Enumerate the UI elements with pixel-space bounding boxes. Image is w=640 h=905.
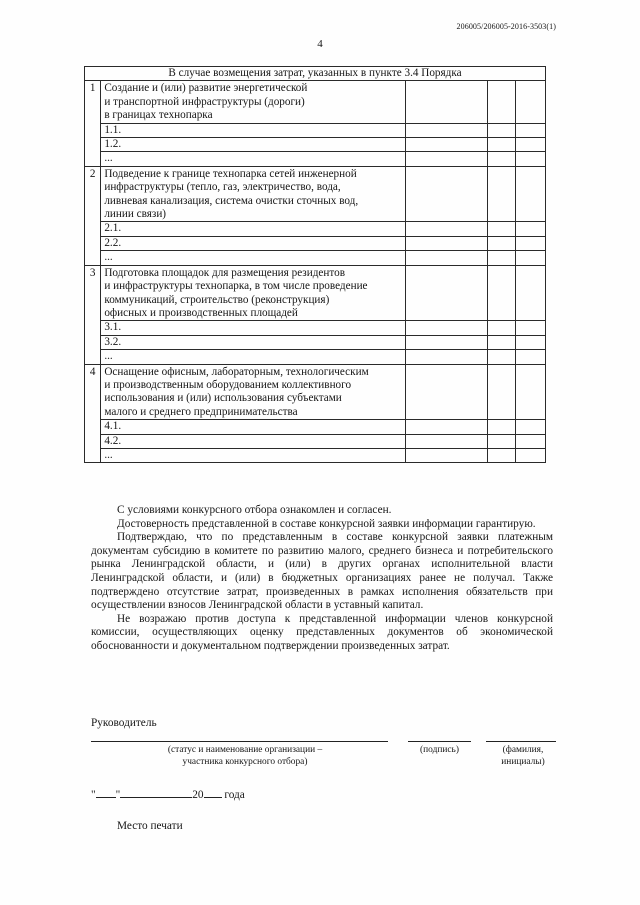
section-number: 3 [85, 265, 101, 364]
signature-caption: (подпись) [420, 745, 459, 755]
subitem-row: 4.2. [85, 434, 546, 448]
section-title: Подведение к границе технопарка сетей инженерной инфраструктуры (тепло, газ, электричество, вода, ливневая канализация, система очистки сточных вод, линии связи) [101, 166, 406, 222]
signature-line [408, 741, 471, 742]
stamp-place: Место печати [117, 820, 183, 832]
name-caption: (фамилия, инициалы) [501, 745, 545, 767]
subitem-row: ... [85, 251, 546, 265]
subitem-row: 2.1. [85, 222, 546, 236]
section-row [85, 81, 546, 123]
paragraph-access: Не возражаю против доступа к представленной информации членов конкурсной комиссии, осуществляющих оценку представленных документов об экономической обоснованности и документальном подтверждении произведенных затрат. [91, 612, 553, 652]
section-title: Оснащение офисным, лабораторным, технологическим и производственным оборудованием коллективного использования и (или) использования субъектами малого и среднего предпринимательства [101, 364, 406, 420]
subitem-row: ... [85, 350, 546, 364]
head-label: Руководитель [91, 717, 157, 729]
section-number: 4 [85, 364, 101, 463]
body-text [91, 504, 553, 654]
costs-table [84, 66, 546, 463]
subitem-row: 2.2. [85, 236, 546, 250]
year-blank [204, 787, 222, 798]
table-header-row [85, 67, 546, 81]
section-row [85, 265, 546, 321]
name-line [486, 741, 556, 742]
subitem-row: 3.1. [85, 321, 546, 335]
paragraph-confirmation: Подтверждаю, что по представленным в составе конкурсной заявки платежным документам субсидию в комитете по развитию малого, среднего бизнеса и потребительского рынка Ленинградской области, и (или) в других органах исполнительной власти Ленинградской области, и (или) в бюджетных организациях ранее не получал. Также подтверждено отсутствие затрат, произведенных в рамках исполнения обязательств при осуществлении взносов Ленинградской области в уставный капитал. [91, 531, 553, 612]
document-code: 206005/206005-2016-3503(1) [456, 22, 556, 31]
section-row [85, 166, 546, 222]
section-title: Подготовка площадок для размещения резидентов и инфраструктуры технопарка, в том числе проведение коммуникаций, строительство (реконструкция) офисных и производственных площадей [101, 265, 406, 321]
subitem-row: 1.1. [85, 123, 546, 137]
subitem-row: 4.1. [85, 420, 546, 434]
paragraph-reliability: Достоверность представленной в составе конкурсной заявки информации гарантирую. [117, 517, 536, 530]
date-line: " " 20 года [91, 789, 245, 801]
paragraph-agreement: С условиями конкурсного отбора ознакомлен и согласен. [117, 504, 392, 516]
subitem-row: 3.2. [85, 335, 546, 349]
org-caption: (статус и наименование организации – участника конкурсного отбора) [167, 745, 323, 767]
subitem-row: ... [85, 152, 546, 166]
page-number: 4 [317, 38, 323, 50]
subitem-row: 1.2. [85, 138, 546, 152]
section-title: Создание и (или) развитие энергетической и транспортной инфраструктуры (дороги) в границах технопарка [101, 81, 406, 123]
subitem-row: ... [85, 448, 546, 462]
section-number: 1 [85, 81, 101, 166]
day-blank [96, 787, 116, 798]
section-row [85, 364, 546, 420]
month-blank [120, 787, 192, 798]
org-line [91, 741, 388, 742]
section-number: 2 [85, 166, 101, 265]
table-header-cell: В случае возмещения затрат, указанных в пункте 3.4 Порядка [85, 67, 546, 81]
